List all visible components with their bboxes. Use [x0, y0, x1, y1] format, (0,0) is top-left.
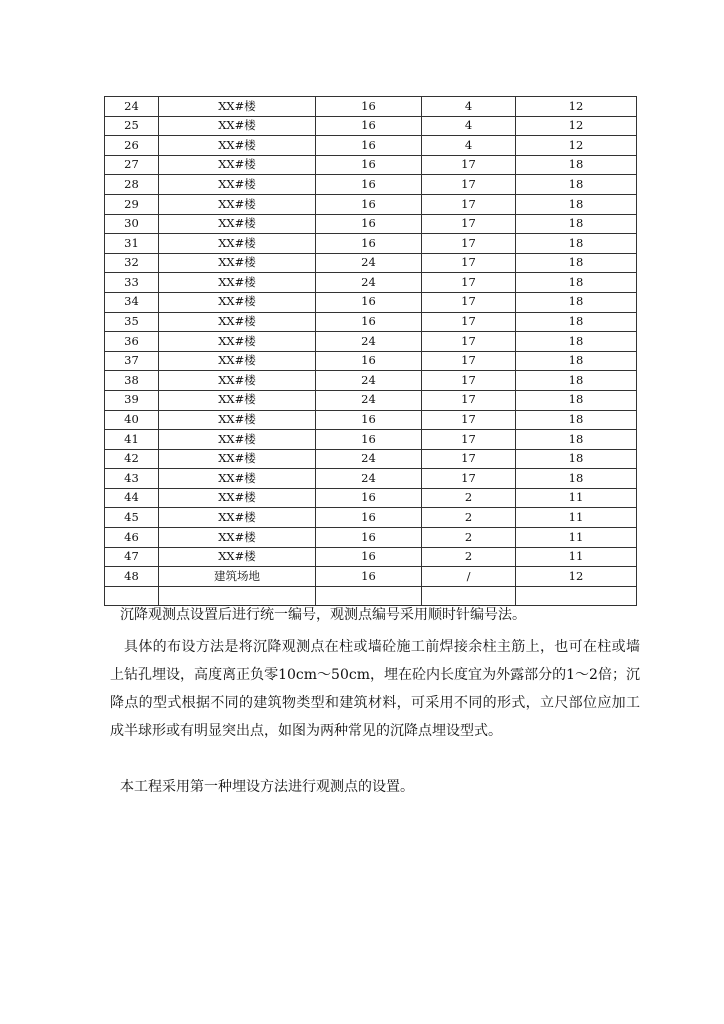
- table-cell: [516, 586, 637, 606]
- table-cell: 16: [316, 528, 422, 548]
- table-cell: /: [422, 567, 516, 587]
- table-body: [105, 97, 637, 606]
- table-cell: 18: [516, 449, 637, 469]
- table-cell: 12: [516, 116, 637, 136]
- table-cell: XX#楼: [159, 273, 316, 293]
- table-cell: 17: [422, 410, 516, 430]
- table-cell: XX#楼: [159, 469, 316, 489]
- table-cell: 24: [316, 449, 422, 469]
- table-cell: XX#楼: [159, 528, 316, 548]
- table-cell: XX#楼: [159, 97, 316, 117]
- settlement-point-table: [104, 96, 637, 606]
- table-row: [105, 175, 637, 195]
- table-cell: 18: [516, 351, 637, 371]
- table-cell: 28: [105, 175, 159, 195]
- table-cell: 24: [316, 273, 422, 293]
- table-cell: [105, 586, 159, 606]
- table-cell: 17: [422, 312, 516, 332]
- table-cell: 47: [105, 547, 159, 567]
- table-cell: XX#楼: [159, 508, 316, 528]
- table-cell: 18: [516, 194, 637, 214]
- table-row: [105, 567, 637, 587]
- table-cell: XX#楼: [159, 449, 316, 469]
- table-cell: 17: [422, 292, 516, 312]
- table-cell: 16: [316, 136, 422, 156]
- table-cell: 18: [516, 155, 637, 175]
- table-cell: XX#楼: [159, 155, 316, 175]
- table-row: [105, 332, 637, 352]
- table-cell: 42: [105, 449, 159, 469]
- table-row: [105, 410, 637, 430]
- table-cell: 34: [105, 292, 159, 312]
- table-cell: 11: [516, 547, 637, 567]
- table-cell: 18: [516, 253, 637, 273]
- table-row: [105, 390, 637, 410]
- table-cell: 16: [316, 547, 422, 567]
- table-cell: 25: [105, 116, 159, 136]
- table-row: [105, 371, 637, 391]
- table-cell: 16: [316, 175, 422, 195]
- table-cell: 4: [422, 116, 516, 136]
- table-cell: 16: [316, 567, 422, 587]
- table-cell: XX#楼: [159, 292, 316, 312]
- table-cell: 27: [105, 155, 159, 175]
- table-row: [105, 528, 637, 548]
- table-cell: 17: [422, 371, 516, 391]
- table-row: [105, 488, 637, 508]
- table-cell: 17: [422, 214, 516, 234]
- table-cell: 16: [316, 410, 422, 430]
- table-cell: [422, 586, 516, 606]
- table-cell: [159, 586, 316, 606]
- table-row: [105, 449, 637, 469]
- table-cell: 16: [316, 116, 422, 136]
- table-cell: 33: [105, 273, 159, 293]
- table-cell: 18: [516, 292, 637, 312]
- table-cell: 40: [105, 410, 159, 430]
- table-cell: 39: [105, 390, 159, 410]
- table-cell: 16: [316, 488, 422, 508]
- table-cell: XX#楼: [159, 175, 316, 195]
- table-cell: 16: [316, 155, 422, 175]
- table-cell: 24: [316, 390, 422, 410]
- table-cell: 16: [316, 312, 422, 332]
- table-cell: 18: [516, 332, 637, 352]
- table-cell: 17: [422, 175, 516, 195]
- table-cell: 44: [105, 488, 159, 508]
- table-cell: 2: [422, 547, 516, 567]
- table-cell: 32: [105, 253, 159, 273]
- table-cell: 17: [422, 332, 516, 352]
- table-cell: 17: [422, 430, 516, 450]
- numbering-paragraph: 沉降观测点设置后进行统一编号，观测点编号采用顺时针编号法。: [120, 607, 526, 623]
- table-row: [105, 547, 637, 567]
- table-cell: 12: [516, 136, 637, 156]
- table-cell: 16: [316, 234, 422, 254]
- table-row: [105, 234, 637, 254]
- table-cell: 2: [422, 528, 516, 548]
- table-cell: 2: [422, 508, 516, 528]
- table-cell: 12: [516, 567, 637, 587]
- table-cell: XX#楼: [159, 194, 316, 214]
- table-cell: XX#楼: [159, 410, 316, 430]
- table-row: [105, 292, 637, 312]
- table-cell: 18: [516, 234, 637, 254]
- table-cell: 17: [422, 469, 516, 489]
- table-cell: 38: [105, 371, 159, 391]
- table-cell: XX#楼: [159, 547, 316, 567]
- table-cell: 18: [516, 175, 637, 195]
- table-cell: XX#楼: [159, 488, 316, 508]
- table-cell: XX#楼: [159, 430, 316, 450]
- table-row: [105, 136, 637, 156]
- table-cell: [316, 586, 422, 606]
- table-cell: 48: [105, 567, 159, 587]
- table-row: [105, 253, 637, 273]
- table-cell: 17: [422, 234, 516, 254]
- table-cell: XX#楼: [159, 136, 316, 156]
- table-cell: 31: [105, 234, 159, 254]
- table-row: [105, 508, 637, 528]
- table-cell: 29: [105, 194, 159, 214]
- table-cell: 18: [516, 430, 637, 450]
- table-cell: 17: [422, 449, 516, 469]
- table-cell: 36: [105, 332, 159, 352]
- table-cell: 45: [105, 508, 159, 528]
- table-row: [105, 586, 637, 606]
- table-cell: 4: [422, 136, 516, 156]
- table-cell: 12: [516, 97, 637, 117]
- table-cell: 17: [422, 155, 516, 175]
- table-cell: XX#楼: [159, 312, 316, 332]
- table-cell: 18: [516, 390, 637, 410]
- table-cell: 18: [516, 214, 637, 234]
- table-cell: 37: [105, 351, 159, 371]
- table-cell: XX#楼: [159, 371, 316, 391]
- table-cell: 43: [105, 469, 159, 489]
- table-cell: XX#楼: [159, 332, 316, 352]
- table-cell: 11: [516, 528, 637, 548]
- table-cell: 16: [316, 194, 422, 214]
- table-cell: 18: [516, 312, 637, 332]
- table-cell: 46: [105, 528, 159, 548]
- adopted-method-paragraph: 本工程采用第一种埋设方法进行观测点的设置。: [120, 779, 414, 795]
- table-cell: 18: [516, 410, 637, 430]
- table-row: [105, 155, 637, 175]
- table-cell: 24: [105, 97, 159, 117]
- table-cell: XX#楼: [159, 234, 316, 254]
- table-row: [105, 116, 637, 136]
- table-cell: 26: [105, 136, 159, 156]
- table-cell: 30: [105, 214, 159, 234]
- table-cell: XX#楼: [159, 390, 316, 410]
- table-cell: XX#楼: [159, 351, 316, 371]
- table-cell: 17: [422, 351, 516, 371]
- table-cell: XX#楼: [159, 253, 316, 273]
- table-cell: 17: [422, 194, 516, 214]
- layout-method-paragraph: 具体的布设方法是将沉降观测点在柱或墙砼施工前焊接余柱主筋上，也可在柱或墙上钻孔埋设，高度离正负零10cm～50cm，埋在砼内长度宜为外露部分的1～2倍；沉降点的型式根据不同的建筑物类型和建筑材料，可采用不同的形式，立尺部位应加工成半球形或有明显突出点，如图为两种常见的沉降点埋设型式。: [110, 639, 640, 739]
- table-cell: XX#楼: [159, 116, 316, 136]
- table-cell: 41: [105, 430, 159, 450]
- table-cell: 建筑场地: [159, 567, 316, 587]
- table-row: [105, 469, 637, 489]
- table-row: [105, 312, 637, 332]
- table-cell: 35: [105, 312, 159, 332]
- table-cell: 16: [316, 351, 422, 371]
- table-row: [105, 273, 637, 293]
- table-row: [105, 351, 637, 371]
- table-cell: 2: [422, 488, 516, 508]
- table-cell: 24: [316, 332, 422, 352]
- table-row: [105, 97, 637, 117]
- table-row: [105, 194, 637, 214]
- table-cell: 24: [316, 253, 422, 273]
- table-cell: 11: [516, 488, 637, 508]
- table-cell: 17: [422, 390, 516, 410]
- table-cell: 18: [516, 371, 637, 391]
- table-cell: 16: [316, 214, 422, 234]
- table-cell: 24: [316, 371, 422, 391]
- table-cell: 11: [516, 508, 637, 528]
- table-cell: XX#楼: [159, 214, 316, 234]
- table-cell: 16: [316, 508, 422, 528]
- table-cell: 24: [316, 469, 422, 489]
- table-cell: 16: [316, 292, 422, 312]
- table-cell: 18: [516, 273, 637, 293]
- table-cell: 16: [316, 430, 422, 450]
- table-cell: 16: [316, 97, 422, 117]
- table-cell: 17: [422, 273, 516, 293]
- table-cell: 17: [422, 253, 516, 273]
- table-row: [105, 430, 637, 450]
- table-cell: 18: [516, 469, 637, 489]
- table-row: [105, 214, 637, 234]
- table-cell: 4: [422, 97, 516, 117]
